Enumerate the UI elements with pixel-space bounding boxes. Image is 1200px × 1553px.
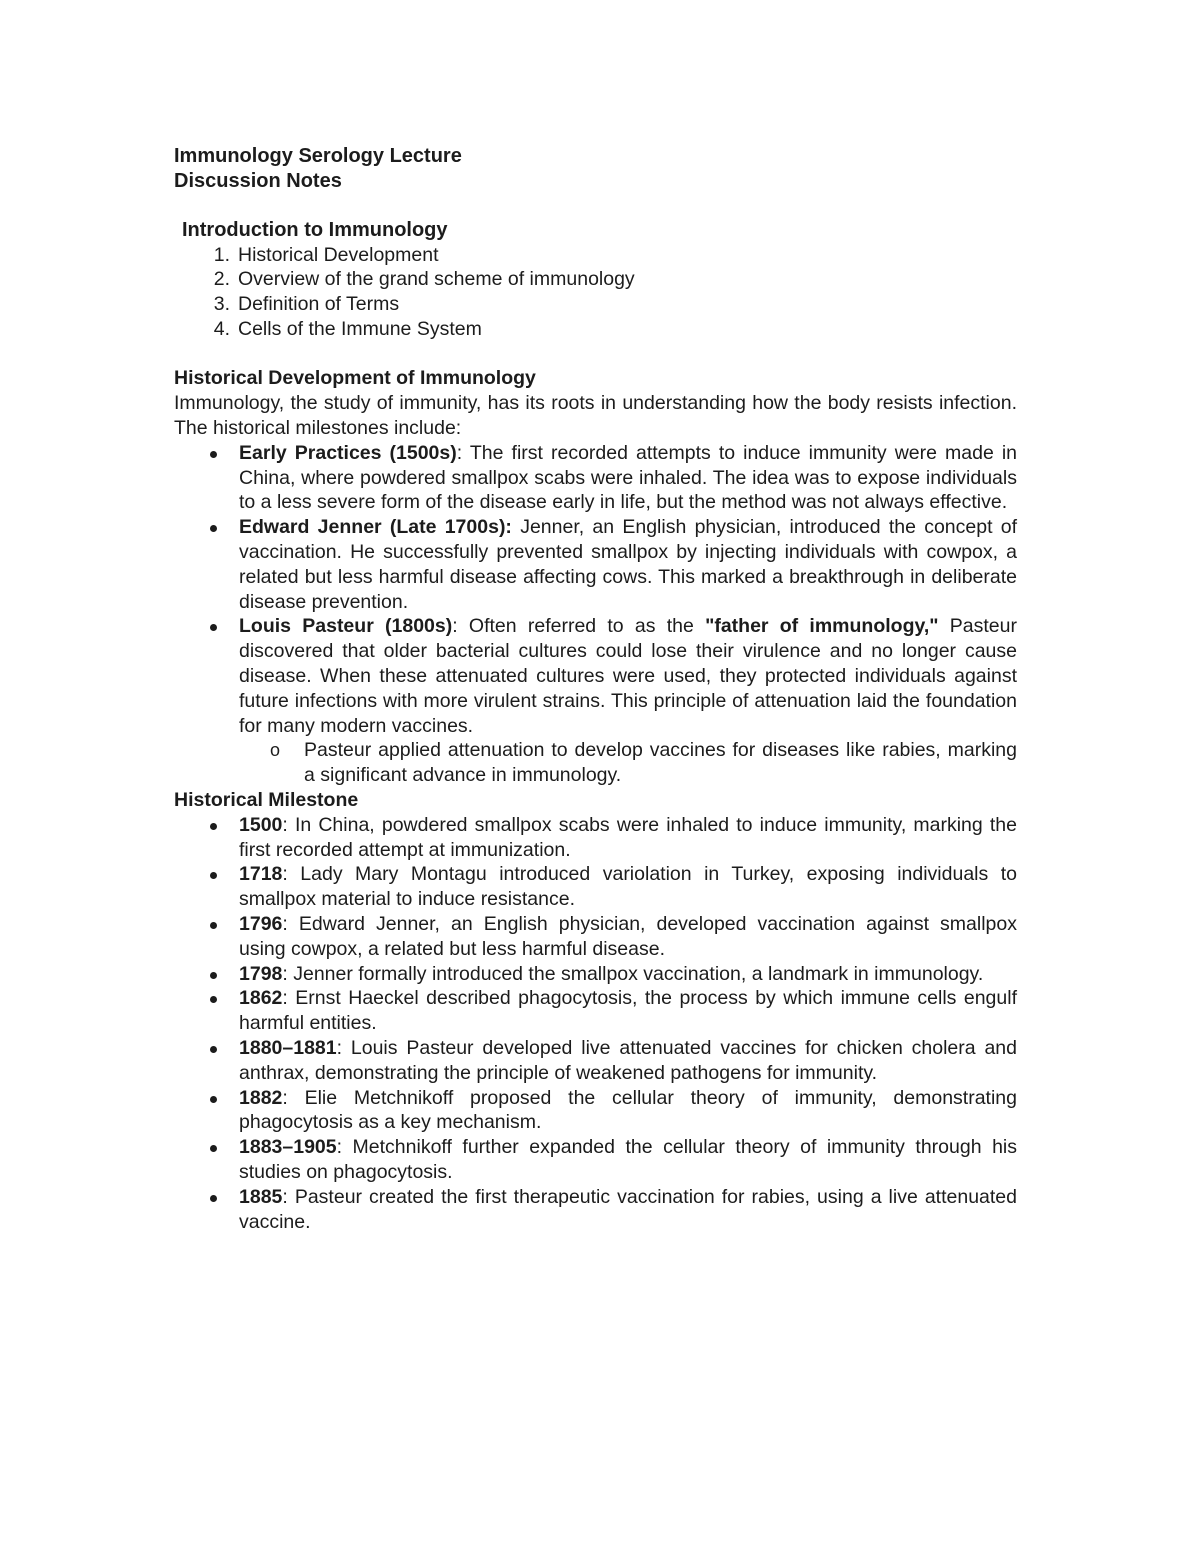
bullet-icon: [210, 624, 217, 631]
document-title: Immunology Serology Lecture: [174, 145, 462, 167]
milestone-year: 1718: [239, 863, 283, 886]
list-item: [174, 986, 1017, 1036]
sub-list-item: [239, 738, 1017, 788]
milestone-text: : Ernst Haeckel described phagocytosis, the process by which immune cells engulf harmful entities.: [239, 987, 1017, 1035]
milestone-text: : In China, powdered smallpox scabs were inhaled to induce immunity, marking the first recorded attempt at immunization.: [239, 813, 1017, 861]
history-separator: :: [456, 441, 470, 464]
list-item: [174, 614, 1017, 788]
bullet-icon: [210, 872, 217, 879]
milestone-year: 1883–1905: [239, 1136, 337, 1159]
bullet-icon: [210, 1046, 217, 1053]
milestone-text: : Pasteur created the first therapeutic vaccination for rabies, using a live attenuated vaccine.: [239, 1185, 1017, 1233]
milestone-text: : Metchnikoff further expanded the cellular theory of immunity through his studies on phagocytosis.: [239, 1136, 1017, 1183]
bullet-icon: [210, 823, 217, 830]
list-number: 4.: [213, 317, 230, 340]
history-heading: Historical Development of Immunology: [174, 367, 536, 390]
list-number: 1.: [213, 243, 230, 266]
history-paragraph: Immunology, the study of immunity, has its roots in understanding how the body resists infection. The historical milestones include:: [174, 392, 1017, 440]
list-item: [174, 292, 1017, 317]
bullet-icon: [210, 1195, 217, 1202]
bullet-icon: [210, 922, 217, 929]
list-item: [174, 317, 1017, 342]
list-item: [174, 267, 1017, 292]
document-subtitle: Discussion Notes: [174, 169, 342, 192]
milestone-year: 1798: [239, 962, 283, 985]
milestones-heading: Historical Milestone: [174, 789, 359, 812]
document-page: [174, 144, 1017, 1234]
list-item-label: Historical Development: [238, 243, 439, 266]
history-term: Edward Jenner (Late 1700s):: [239, 516, 512, 539]
history-emphasis: "father of immunology,": [705, 615, 939, 638]
history-term: Louis Pasteur (1800s): [239, 615, 453, 638]
list-item: [174, 243, 1017, 268]
bullet-icon: [210, 996, 217, 1003]
history-separator: [512, 516, 520, 538]
list-item: [174, 862, 1017, 912]
milestones-list: [174, 813, 1017, 1235]
sub-list-text: Pasteur applied attenuation to develop vaccines for diseases like rabies, marking a significant advance in immunology.: [304, 739, 1017, 787]
list-item-label: Cells of the Immune System: [238, 317, 482, 340]
sub-list: [239, 738, 1017, 788]
list-item: [174, 1086, 1017, 1136]
list-item-label: Overview of the grand scheme of immunology: [238, 268, 635, 291]
circle-bullet-icon: o: [270, 740, 281, 761]
milestone-year: 1796: [239, 913, 283, 936]
bullet-icon: [210, 972, 217, 979]
list-item: [174, 912, 1017, 962]
list-item: [174, 441, 1017, 515]
history-separator: :: [452, 615, 469, 638]
list-number: 2.: [213, 268, 230, 291]
list-item: [174, 813, 1017, 863]
intro-heading: Introduction to Immunology: [182, 218, 448, 241]
milestone-year: 1862: [239, 987, 283, 1010]
list-item: [174, 1135, 1017, 1185]
milestone-year: 1880–1881: [239, 1037, 337, 1059]
bullet-icon: [210, 451, 217, 458]
history-text: Pasteur discovered that older bacterial cultures could lose their virulence and no longer cause disease. When these attenuated cultures were used, they protected individuals against future infections with more virulent strains. This principle of attenuation laid the foundation for many modern vaccines.: [239, 615, 1017, 737]
list-item: [174, 1185, 1017, 1235]
bullet-icon: [210, 525, 217, 532]
milestone-text: : Lady Mary Montagu introduced variolation in Turkey, exposing individuals to smallpox material to induce resistance.: [239, 863, 1017, 911]
milestone-year: 1885: [239, 1185, 283, 1208]
bullet-icon: [210, 1145, 217, 1152]
milestone-year: 1882: [239, 1086, 283, 1109]
history-term: Early Practices (1500s): [239, 441, 457, 464]
list-item: [174, 515, 1017, 614]
intro-list: [174, 243, 1017, 342]
milestone-text: : Elie Metchnikoff proposed the cellular theory of immunity, demonstrating phagocytosis as a key mechanism.: [239, 1086, 1017, 1134]
history-text: The first recorded attempts to induce immunity were made in China, where powdered smallpox scabs were inhaled. The idea was to expose individuals to a less severe form of the disease early in life, but the method was not always effective.: [239, 441, 1018, 514]
milestone-year: 1500: [239, 813, 283, 836]
list-item: [174, 1036, 1017, 1086]
history-text: Jenner, an English physician, introduced the concept of vaccination. He successfully prevented smallpox by injecting individuals with cowpox, a related but less harmful disease affecting cows. This marked a breakthrough in deliberate disease prevention.: [239, 516, 1018, 613]
list-number: 3.: [213, 293, 230, 316]
list-item-label: Definition of Terms: [238, 293, 400, 316]
list-item: [174, 962, 1017, 987]
history-list: [174, 441, 1017, 788]
milestone-text: : Louis Pasteur developed live attenuated vaccines for chicken cholera and anthrax, demonstrating the principle of weakened pathogens for immunity.: [239, 1037, 1017, 1084]
history-text-lead: Often referred to as the: [468, 615, 706, 638]
milestone-text: : Jenner formally introduced the smallpox vaccination, a landmark in immunology.: [282, 962, 984, 985]
milestone-text: : Edward Jenner, an English physician, developed vaccination against smallpox using cowpox, a related but less harmful disease.: [239, 913, 1017, 960]
bullet-icon: [210, 1096, 217, 1103]
